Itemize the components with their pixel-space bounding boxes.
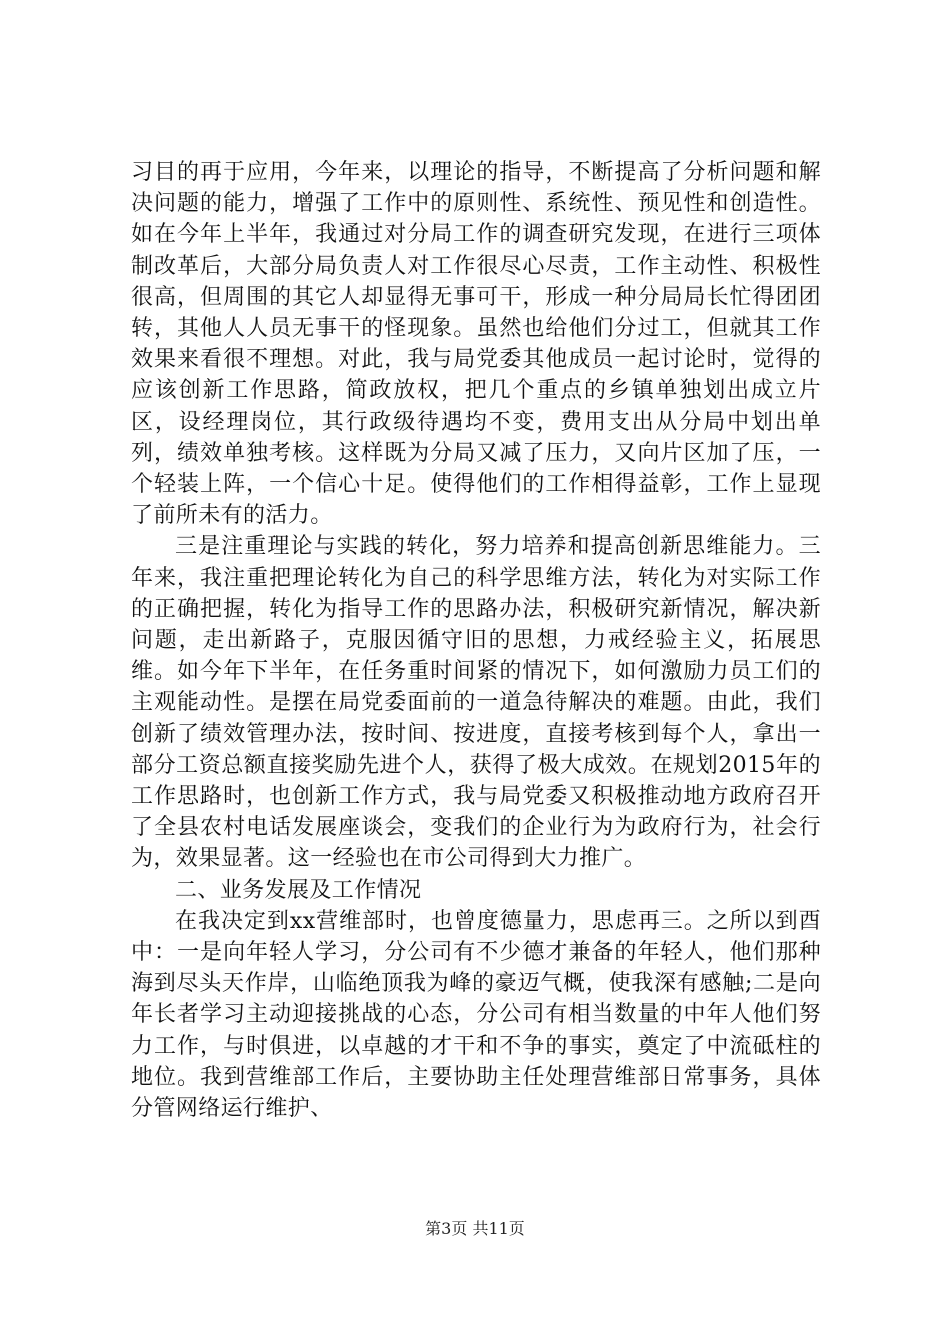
paragraph-continuation: 习目的再于应用，今年来，以理论的指导，不断提高了分析问题和解决问题的能力，增强了工作中的原则性、系统性、预见性和创造性。如在今年上半年，我通过对分局工作的调查研究发现，在进行三项体制改革后，大部分局负责人对工作很尽心尽责，工作主动性、积极性很高，但周围的其它人却显得无事可干，形成一种分局局长忙得团团转，其他人人员无事干的怪现象。虽然也给他们分过工，但就其工作效果来看很不理想。对此，我与局党委其他成员一起讨论时，觉得的应该创新工作思路，简政放权，把几个重点的乡镇单独划出成立片区，设经理岗位，其行政级待遇均不变，费用支出从分局中划出单列，绩效单独考核。这样既为分局又减了压力，又向片区加了压，一个轻装上阵，一个信心十足。使得他们的工作相得益彰，工作上显现了前所未有的活力。	[131, 160, 821, 529]
document-body	[131, 157, 821, 1124]
paragraph-theory-practice: 三是注重理论与实践的转化，努力培养和提高创新思维能力。三年来，我注重把理论转化为自己的科学思维方法，转化为对实际工作的正确把握，转化为指导工作的思路办法，积极研究新情况，解决新问题，走出新路子，克服因循守旧的思想，力戒经验主义，拓展思维。如今年下半年，在任务重时间紧的情况下，如何激励力员工们的主观能动性。是摆在局党委面前的一道急待解决的难题。由此，我们创新了绩效管理办法，按时间、按进度，直接考核到每个人，拿出一部分工资总额直接奖励先进个人，获得了极大成效。在规划2015年的工作思路时，也创新工作方式，我与局党委又积极推动地方政府召开了全县农村电话发展座谈会，变我们的企业行为为政府行为，社会行为，效果显著。这一经验也在市公司得到大力推广。	[131, 534, 821, 872]
page-footer: 第3页 共11页	[425, 1219, 525, 1238]
paragraph-business-development: 在我决定到xx营维部时，也曾度德量力，思虑再三。之所以到酉中：一是向年轻人学习，分公司有不少德才兼备的年轻人，他们那种海到尽头天作岸，山临绝顶我为峰的豪迈气概，使我深有感触;二是向年长者学习主动迎接挑战的心态，分公司有相当数量的中年人他们努力工作，与时俱进，以卓越的才干和不争的事实，奠定了中流砥柱的地位。我到营维部工作后，主要协助主任处理营维部日常事务，具体分管网络运行维护、	[131, 908, 821, 1122]
section-heading-business: 二、业务发展及工作情况	[175, 877, 422, 903]
